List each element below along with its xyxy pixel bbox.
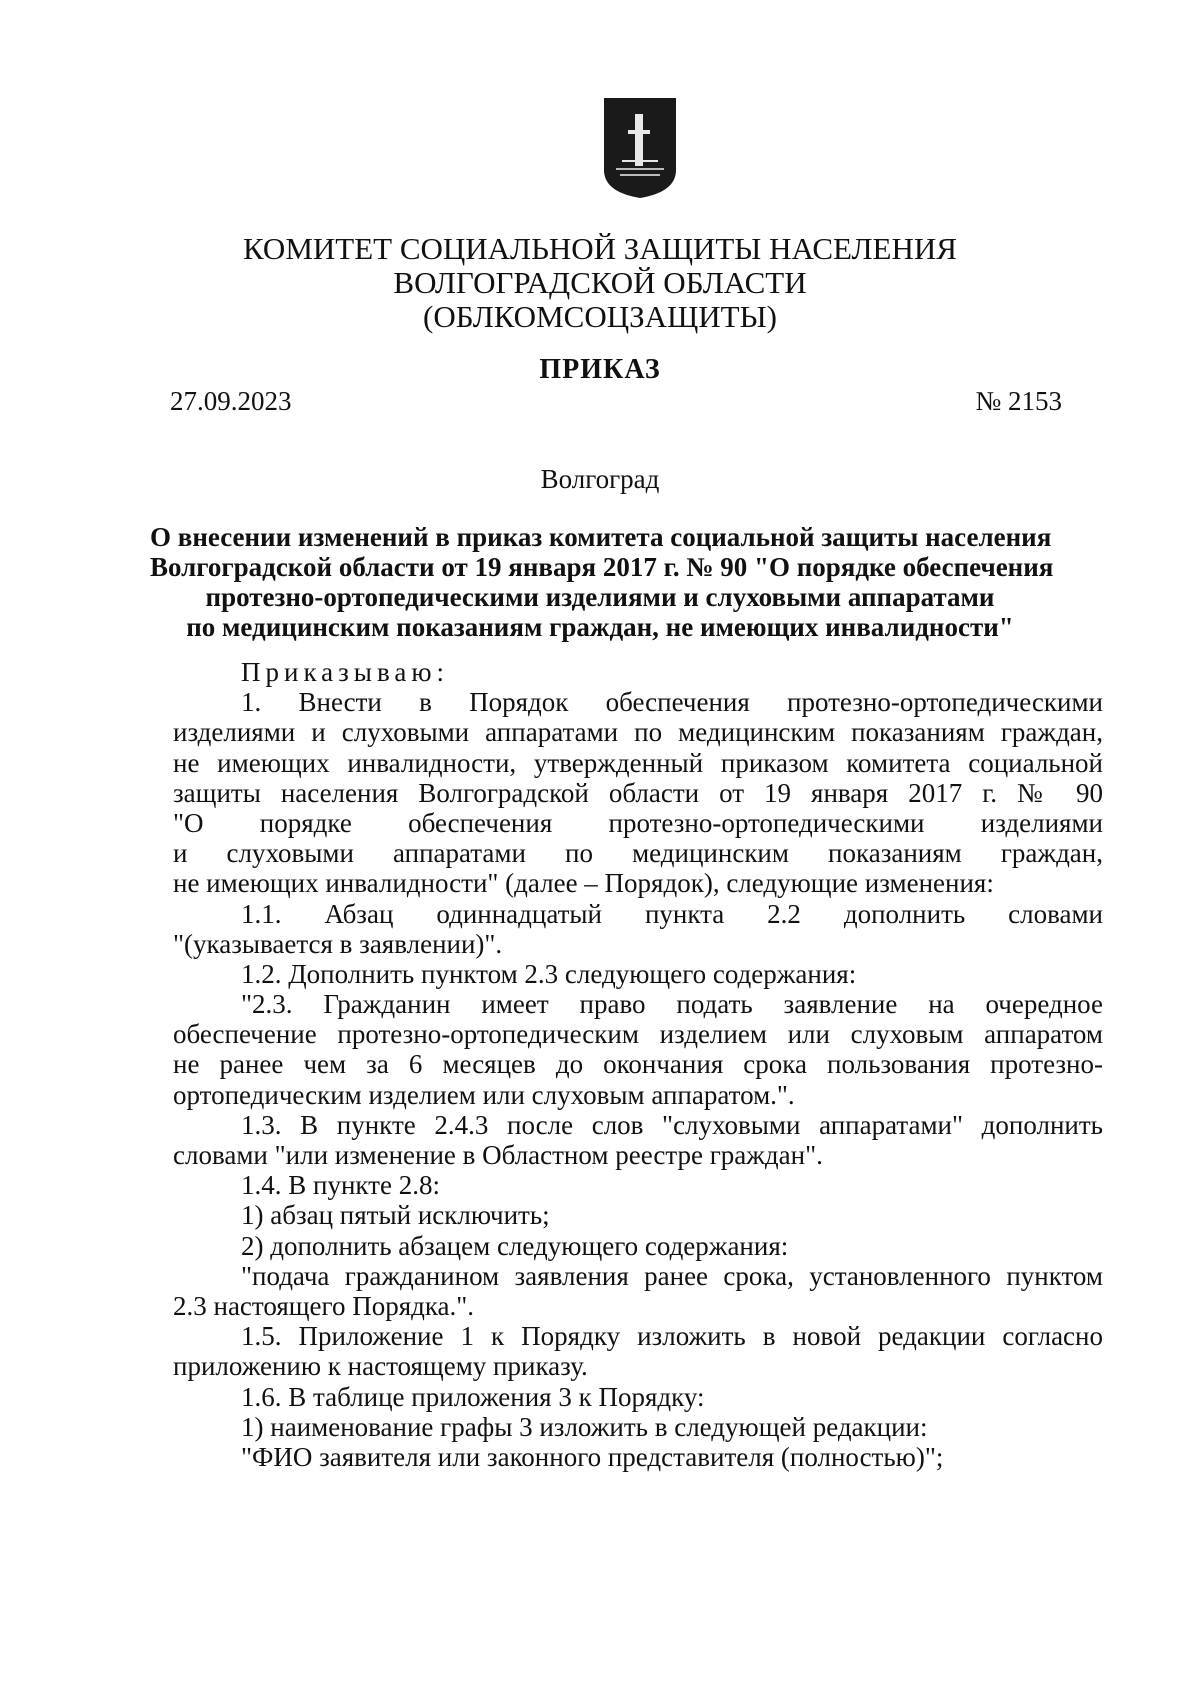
body-line: ортопедическим изделием или слуховым аппаратом.". <box>173 1079 795 1110</box>
document-date: 27.09.2023 <box>170 386 292 416</box>
body-line: 2) дополнить абзацем следующего содержания: <box>241 1230 789 1261</box>
body-line: "подача гражданином заявления ранее срока, установленного пунктом <box>241 1260 1103 1291</box>
organization-name-line-2: ВОЛГОГРАДСКОЙ ОБЛАСТИ <box>393 265 807 300</box>
body-line: не имеющих инвалидности" (далее – Порядок), следующие изменения: <box>173 868 994 899</box>
body-line: 1.1. Абзац одиннадцатый пункта 2.2 дополнить словами <box>241 898 1103 929</box>
document-city: Волгоград <box>540 464 660 494</box>
subject-line: по медицинским показаниям граждан, не имеющих инвалидности" <box>186 612 1014 642</box>
body-line: "О порядке обеспечения протезно-ортопедическими изделиями <box>173 807 1103 838</box>
body-line: 1) абзац пятый исключить; <box>241 1200 550 1231</box>
body-line: "ФИО заявителя или законного представителя (полностью)"; <box>241 1441 944 1472</box>
body-line: 2.3 настоящего Порядка.". <box>173 1290 475 1321</box>
body-line: приложению к настоящему приказу. <box>173 1351 588 1382</box>
body-line: 1.4. В пункте 2.8: <box>241 1170 440 1201</box>
document-number: № 2153 <box>975 386 1062 416</box>
body-line: словами "или изменение в Областном реестре граждан". <box>173 1140 823 1170</box>
coat-of-arms-icon <box>602 96 678 200</box>
document-subject <box>150 522 1054 642</box>
body-line: не ранее чем за 6 месяцев до окончания срока пользования протезно- <box>173 1049 1103 1080</box>
organization-name-line-1: КОМИТЕТ СОЦИАЛЬНОЙ ЗАЩИТЫ НАСЕЛЕНИЯ <box>243 231 957 266</box>
body-line: обеспечение протезно-ортопедическим изделием или слуховым аппаратом <box>173 1019 1103 1050</box>
body-line: 1.5. Приложение 1 к Порядку изложить в новой редакции согласно <box>241 1321 1103 1352</box>
body-line: 1) наименование графы 3 изложить в следующей редакции: <box>241 1411 928 1442</box>
body-line: "2.3. Гражданин имеет право подать заявление на очередное <box>241 989 1103 1020</box>
subject-line: протезно-ортопедическими изделиями и слуховыми аппаратами <box>205 582 995 612</box>
organization-abbreviation: (ОБЛКОМСОЦЗАЩИТЫ) <box>423 299 777 334</box>
body-line: 1. Внести в Порядок обеспечения протезно-ортопедическими <box>241 687 1103 718</box>
document-type: ПРИКАЗ <box>539 354 661 385</box>
subject-line: О внесении изменений в приказ комитета социальной защиты населения <box>150 522 1052 552</box>
subject-line: Волгоградской области от 19 января 2017 г. № 90 "О порядке обеспечения <box>150 552 1054 582</box>
body-line: изделиями и слуховыми аппаратами по медицинским показаниям граждан, <box>173 717 1103 748</box>
body-line: 1.3. В пункте 2.4.3 после слов "слуховыми аппаратами" дополнить <box>241 1109 1103 1140</box>
document-body <box>173 657 1103 1472</box>
body-line: и слуховыми аппаратами по медицинским показаниям граждан, <box>173 838 1103 869</box>
body-line: 1.2. Дополнить пунктом 2.3 следующего содержания: <box>241 958 857 989</box>
body-line: не имеющих инвалидности, утвержденный приказом комитета социальной <box>173 747 1103 778</box>
body-line: "(указывается в заявлении)". <box>173 928 503 959</box>
body-line: 1.6. В таблице приложения 3 к Порядку: <box>241 1381 705 1412</box>
body-line: защиты населения Волгоградской области от 19 января 2017 г. № 90 <box>173 777 1103 808</box>
body-line: Приказываю: <box>241 657 449 687</box>
